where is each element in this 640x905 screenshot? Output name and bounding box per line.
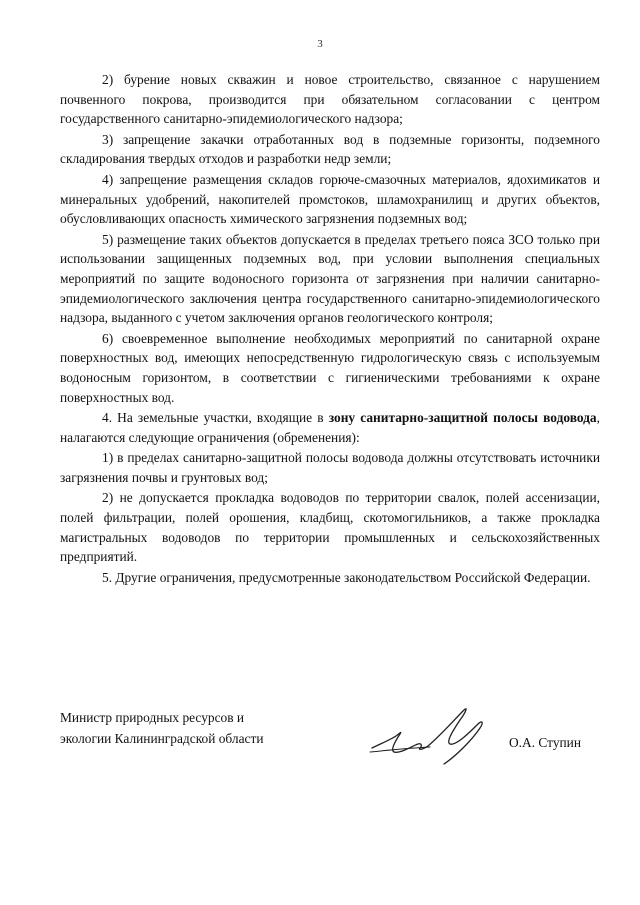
paragraph-section-4-sub-1: 1) в пределах санитарно-защитной полосы водовода должны отсутствовать источники загрязнения почвы и грунтовых вод; xyxy=(60,450,600,485)
handwritten-signature xyxy=(360,700,500,770)
paragraph-item-5: 5) размещение таких объектов допускается в пределах третьего пояса ЗСО только при использовании защищенных подземных вод, при условии выполнения специальных мероприятий по защите водоносного горизонта от загрязнения при наличии санитарно-эпидемиологического заключения центра государственного санитарно-эпидемиологического надзора, выданного с учетом заключения органов геологического контроля; xyxy=(60,231,600,326)
paragraph-item-3: 3) запрещение закачки отработанных вод в подземные горизонты, подземного складирования твердых отходов и разработки недр земли; xyxy=(60,131,600,167)
section-4-suffix: , налагаются следующие ограничения (обременения): xyxy=(60,410,600,445)
signatory-title-line-2: экологии Калининградской области xyxy=(60,731,264,746)
paragraph-section-4-sub-2: 2) не допускается прокладка водоводов по территории свалок, полей ассенизации, полей фильтрации, полей орошения, кладбищ, скотомогильников, а также прокладка магистральных водоводов по территории промышленных и сельскохозяйственных предприятий. xyxy=(60,490,600,565)
signatory-title xyxy=(60,707,264,749)
paragraph-section-5: 5. Другие ограничения, предусмотренные законодательством Российской Федерации. xyxy=(102,569,591,585)
paragraph-item-2: 2) бурение новых скважин и новое строительство, связанное с нарушением почвенного покрова, производится при обязательном согласовании с центром государственного санитарно-эпидемиологического надзора; xyxy=(60,72,600,127)
signatory-title-line-1: Министр природных ресурсов и xyxy=(60,710,245,725)
section-4-bold-term: зону санитарно-защитной полосы водовода xyxy=(328,410,597,426)
paragraph-section-4 xyxy=(60,408,600,447)
paragraph-item-6: 6) своевременное выполнение необходимых мероприятий по санитарной охране поверхностных вод, имеющих непосредственную гидрологическую связь с используемым водоносным горизонтом, в соответствии с гигиеническими требованиями к охране поверхностных вод. xyxy=(60,330,600,405)
signatory-name: О.А. Ступин xyxy=(509,735,582,750)
section-4-prefix: 4. На земельные участки, входящие в xyxy=(102,410,329,426)
page-number: 3 xyxy=(317,38,323,50)
document-body xyxy=(60,70,600,587)
paragraph-item-4: 4) запрещение размещения складов горюче-смазочных материалов, ядохимикатов и минеральных удобрений, накопителей промстоков, шламохранилищ и других объектов, обусловливающих опасность химического загрязнения подземных вод; xyxy=(60,171,600,227)
